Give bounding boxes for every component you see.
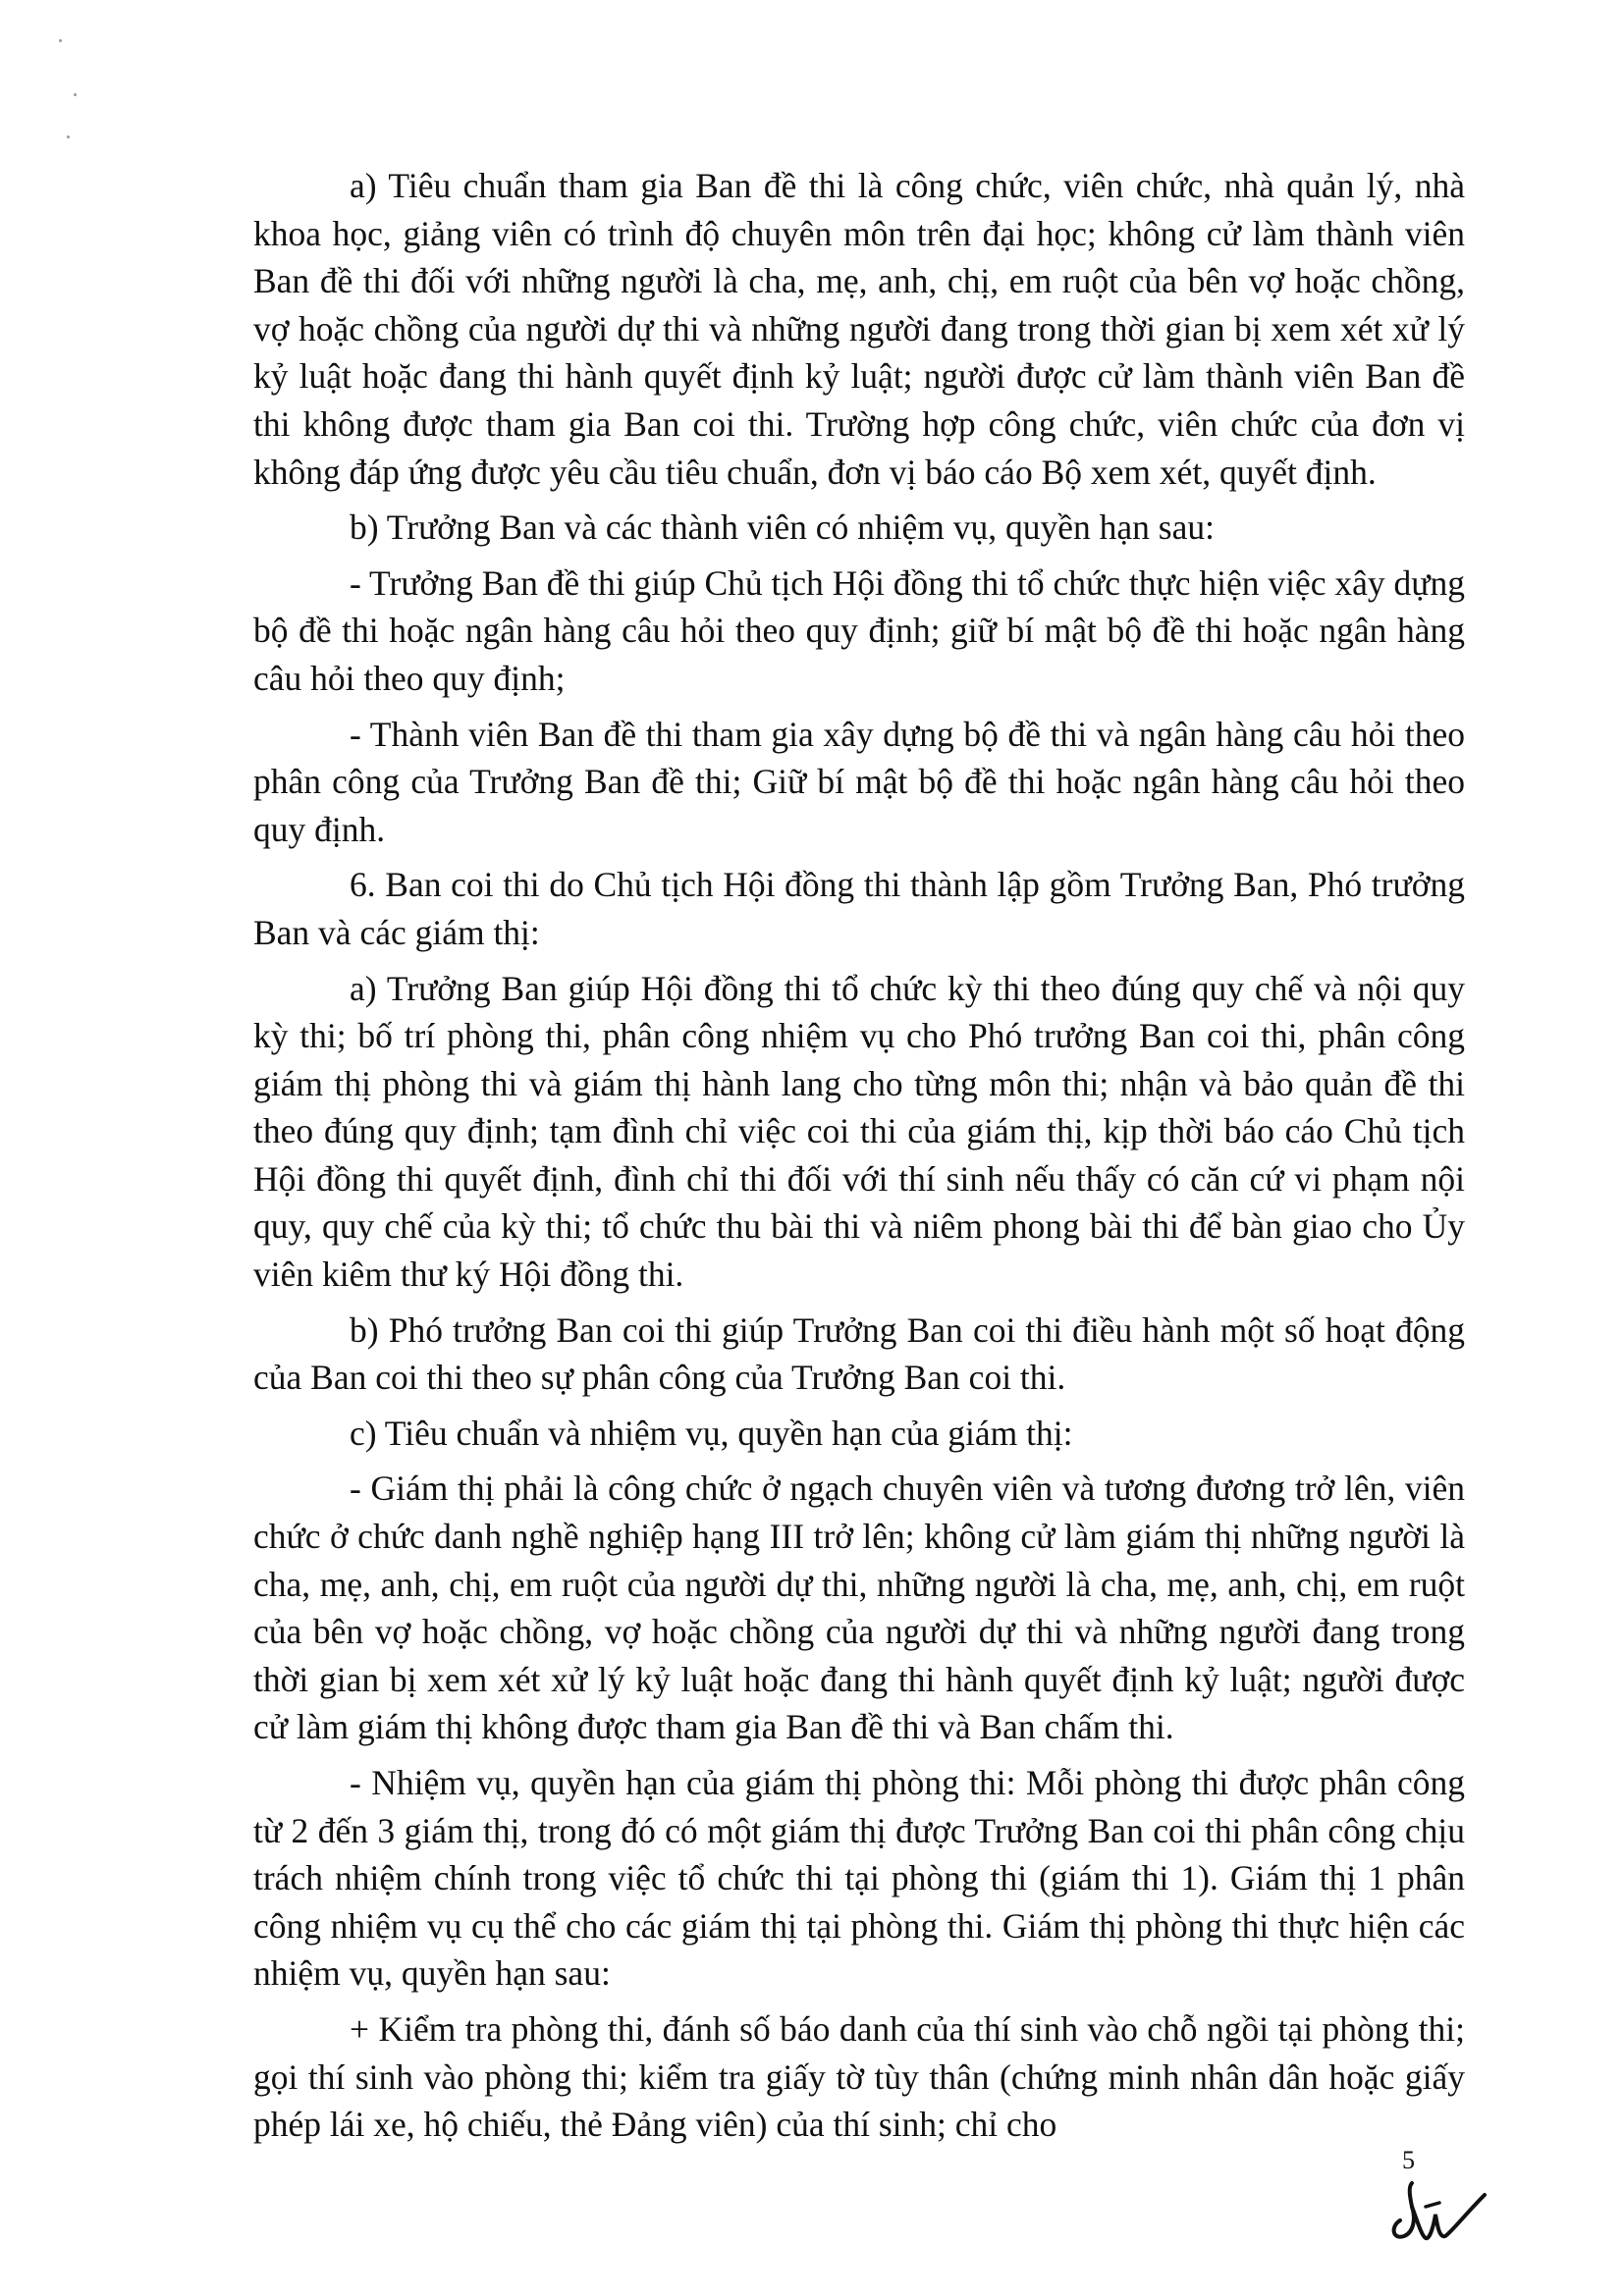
body-text — [253, 162, 1465, 2157]
paragraph-5a-standard: a) Tiêu chuẩn tham gia Ban đề thi là công chức, viên chức, nhà quản lý, nhà khoa học, giảng viên có trình độ chuyên môn trên đại học; không cử làm thành viên Ban đề thi đối với những người là cha, mẹ, anh, chị, em ruột của bên vợ hoặc chồng, vợ hoặc chồng của người dự thi và những người đang trong thời gian bị xem xét xử lý kỷ luật hoặc đang thi hành quyết định kỷ luật; người được cử làm thành viên Ban đề thi không được tham gia Ban coi thi. Trường hợp công chức, viên chức của đơn vị không đáp ứng được yêu cầu tiêu chuẩn, đơn vị báo cáo Bộ xem xét, quyết định. — [253, 166, 1465, 492]
paragraph-5b-head: - Trưởng Ban đề thi giúp Chủ tịch Hội đồng thi tổ chức thực hiện việc xây dựng bộ đề thi hoặc ngân hàng câu hỏi theo quy định; giữ bí mật bộ đề thi hoặc ngân hàng câu hỏi theo quy định; — [253, 562, 1465, 698]
paragraph-6c-invigilator-heading: c) Tiêu chuẩn và nhiệm vụ, quyền hạn của giám thị: — [350, 1413, 1073, 1453]
scan-artifact — [74, 93, 77, 96]
paragraph-6c-task-check-room: + Kiểm tra phòng thi, đánh số báo danh của thí sinh vào chỗ ngồi tại phòng thi; gọi thí sinh vào phòng thi; kiểm tra giấy tờ tùy thân (chứng minh nhân dân hoặc giấy phép lái xe, hộ chiếu, thẻ Đảng viên) của thí sinh; chỉ cho — [253, 2008, 1465, 2145]
paragraph-6-invigilation-board: 6. Ban coi thi do Chủ tịch Hội đồng thi thành lập gồm Trưởng Ban, Phó trưởng Ban và các giám thị: — [253, 865, 1465, 952]
scan-artifact — [67, 135, 70, 138]
paragraph-6c-invigilator-standard: - Giám thị phải là công chức ở ngạch chuyên viên và tương đương trở lên, viên chức ở chức danh nghề nghiệp hạng III trở lên; không cử làm giám thị những người là cha, mẹ, anh, chị, em ruột của người dự thi, những người là cha, mẹ, anh, chị, em ruột của bên vợ hoặc chồng, vợ hoặc chồng của người dự thi và những người đang trong thời gian bị xem xét xử lý kỷ luật hoặc đang thi hành quyết định kỷ luật; người được cử làm giám thị không được tham gia Ban đề thi và Ban chấm thi. — [253, 1468, 1465, 1747]
handwritten-initials — [1382, 2177, 1490, 2246]
page-number: 5 — [1402, 2146, 1415, 2174]
paragraph-6a-head: a) Trưởng Ban giúp Hội đồng thi tổ chức kỳ thi theo đúng quy chế và nội quy kỳ thi; bố trí phòng thi, phân công nhiệm vụ cho Phó trưởng Ban coi thi, phân công giám thị phòng thi và giám thị hành lang cho từng môn thi; nhận và bảo quản đề thi theo đúng quy định; tạm đình chỉ việc coi thi của giám thị, kịp thời báo cáo Chủ tịch Hội đồng thi quyết định, đình chỉ thi đối với thí sinh nếu thấy có căn cứ vi phạm nội quy, quy chế của kỳ thi; tổ chức thu bài thi và niêm phong bài thi để bàn giao cho Ủy viên kiêm thư ký Hội đồng thi. — [253, 968, 1465, 1295]
scan-artifact — [59, 39, 62, 42]
paragraph-5b-member: - Thành viên Ban đề thi tham gia xây dựng bộ đề thi và ngân hàng câu hỏi theo phân công của Trưởng Ban đề thi; Giữ bí mật bộ đề thi hoặc ngân hàng câu hỏi theo quy định. — [253, 714, 1465, 849]
paragraph-6b-deputy: b) Phó trưởng Ban coi thi giúp Trưởng Ban coi thi điều hành một số hoạt động của Ban coi thi theo sự phân công của Trưởng Ban coi thi. — [253, 1309, 1465, 1398]
paragraph-6c-room-invigilator: - Nhiệm vụ, quyền hạn của giám thị phòng thi: Mỗi phòng thi được phân công từ 2 đến 3 giám thị, trong đó có một giám thị được Trưởng Ban coi thi phân công chịu trách nhiệm chính trong việc tổ chức thi tại phòng thi (giám thi 1). Giám thị 1 phân công nhiệm vụ cụ thể cho các giám thị tại phòng thi. Giám thị phòng thi thực hiện các nhiệm vụ, quyền hạn sau: — [253, 1763, 1465, 1994]
paragraph-5b-duties: b) Trưởng Ban và các thành viên có nhiệm vụ, quyền hạn sau: — [350, 507, 1215, 548]
